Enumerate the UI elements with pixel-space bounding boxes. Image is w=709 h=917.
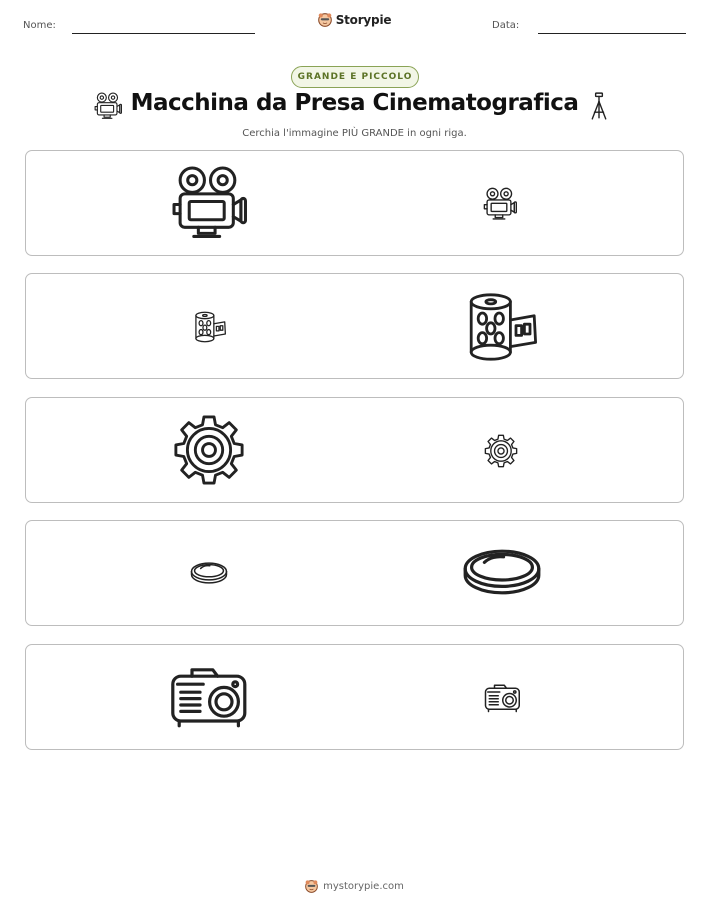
- name-field[interactable]: [72, 33, 255, 34]
- comparison-row-2: [25, 273, 684, 379]
- film-reel-small-icon[interactable]: [191, 311, 229, 343]
- gear-small-icon[interactable]: [484, 434, 518, 468]
- lens-filter-small-icon[interactable]: [190, 560, 228, 586]
- comparison-row-3: [25, 397, 684, 503]
- film-reel-large-icon[interactable]: [463, 292, 541, 362]
- movie-camera-small-icon[interactable]: [482, 187, 518, 221]
- mascot-icon: [305, 880, 318, 893]
- gear-large-icon[interactable]: [173, 414, 245, 486]
- page-title: Macchina da Presa Cinematografica: [130, 90, 579, 116]
- projector-large-icon[interactable]: [165, 665, 251, 729]
- comparison-row-4: [25, 520, 684, 626]
- brand-name: Storypie: [335, 13, 392, 27]
- name-label: Nome:: [23, 20, 56, 31]
- movie-camera-large-icon[interactable]: [169, 165, 249, 241]
- brand-logo: [0, 12, 709, 31]
- tripod-icon: [590, 92, 608, 120]
- instruction-text: Cerchia l'immagine PIÙ GRANDE in ogni riga.: [242, 128, 467, 139]
- comparison-row-5: [25, 644, 684, 750]
- lens-filter-large-icon[interactable]: [462, 540, 542, 604]
- category-badge: GRANDE E PICCOLO: [291, 66, 419, 88]
- projector-small-icon[interactable]: [482, 683, 522, 713]
- footer-site: mystorypie.com: [323, 881, 404, 892]
- date-label: Data:: [492, 20, 520, 31]
- footer: [0, 880, 709, 896]
- date-field[interactable]: [538, 33, 686, 34]
- comparison-row-1: [25, 150, 684, 256]
- mascot-icon: [318, 13, 332, 27]
